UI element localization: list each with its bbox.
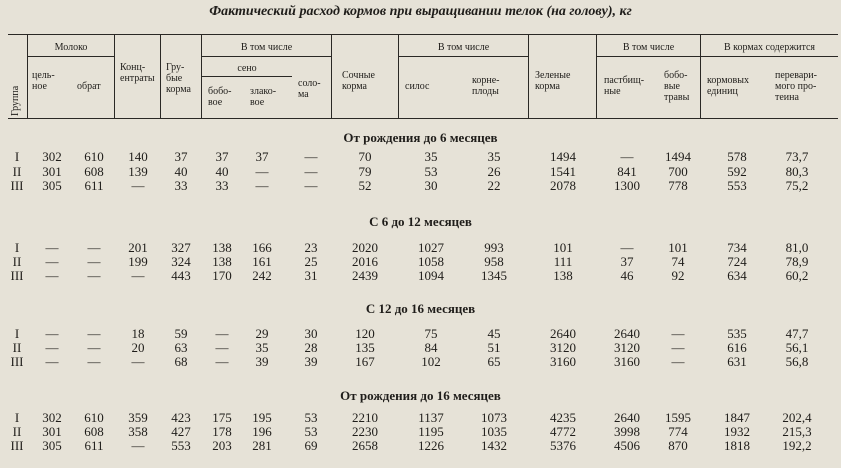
header-straw-2: ма <box>298 89 309 100</box>
cell-digestible-protein: 47,7 <box>785 326 809 341</box>
cell-feed-units: 734 <box>727 240 747 255</box>
cell-silage: 1195 <box>418 424 444 439</box>
cell-green: 4235 <box>550 410 576 425</box>
cell-milk-skim: 611 <box>84 178 104 193</box>
cell-milk-skim: — <box>87 254 101 269</box>
cell-milk-whole: — <box>45 354 59 369</box>
cell-straw: 28 <box>304 340 318 355</box>
cell-concentrates: — <box>131 438 145 453</box>
cell-group: III <box>10 354 24 369</box>
cell-digestible-protein: 202,4 <box>782 410 812 425</box>
cell-feed-units: 1847 <box>724 410 750 425</box>
cell-digestible-protein: 60,2 <box>785 268 809 283</box>
cell-feed-units: 578 <box>727 149 747 164</box>
cell-hay-grass: 242 <box>252 268 272 283</box>
cell-digestible-protein: 80,3 <box>785 164 809 179</box>
cell-concentrates: 201 <box>128 240 148 255</box>
cell-legume-grass: 774 <box>668 424 688 439</box>
cell-straw: 25 <box>304 254 318 269</box>
header-pasture-2: ные <box>604 86 621 97</box>
header-whole-1: цель- <box>32 70 55 81</box>
cell-roots: 35 <box>487 149 501 164</box>
cell-legume-grass: 700 <box>668 164 688 179</box>
cell-silage: 30 <box>424 178 438 193</box>
cell-succulent: 79 <box>358 164 372 179</box>
header-protein-2: мого про- <box>775 81 817 92</box>
cell-succulent: 52 <box>358 178 372 193</box>
cell-concentrates: 18 <box>131 326 145 341</box>
cell-pasture: 4506 <box>614 438 640 453</box>
cell-green: 2640 <box>550 326 576 341</box>
header-whole-2: ное <box>32 81 47 92</box>
cell-silage: 53 <box>424 164 438 179</box>
header-silage: силос <box>405 81 430 92</box>
header-feed-units-2: единиц <box>707 86 738 97</box>
cell-concentrates: — <box>131 178 145 193</box>
cell-group: II <box>12 164 22 179</box>
cell-straw: — <box>304 178 318 193</box>
cell-pasture: 2640 <box>614 326 640 341</box>
cell-pasture: 3160 <box>614 354 640 369</box>
cell-group: II <box>12 340 22 355</box>
cell-group: III <box>10 178 24 193</box>
cell-roughage: 40 <box>174 164 188 179</box>
cell-pasture: 841 <box>617 164 637 179</box>
cell-legume-grass: 74 <box>671 254 685 269</box>
cell-roots: 1345 <box>481 268 507 283</box>
cell-green: 3160 <box>550 354 576 369</box>
cell-milk-whole: 302 <box>42 410 62 425</box>
cell-pasture: 3120 <box>614 340 640 355</box>
cell-milk-whole: 305 <box>42 178 62 193</box>
cell-hay-legume: 178 <box>212 424 232 439</box>
cell-group: III <box>10 268 24 283</box>
cell-roots: 45 <box>487 326 501 341</box>
cell-straw: 39 <box>304 354 318 369</box>
header-green-1: Зеленые <box>535 70 571 81</box>
cell-straw: 53 <box>304 410 318 425</box>
cell-hay-grass: 161 <box>252 254 272 269</box>
section-title: От рождения до 16 месяцев <box>340 388 501 403</box>
cell-straw: — <box>304 149 318 164</box>
cell-silage: 1094 <box>418 268 444 283</box>
cell-hay-legume: — <box>215 326 229 341</box>
cell-roots: 22 <box>487 178 501 193</box>
cell-milk-skim: 611 <box>84 438 104 453</box>
cell-legume-grass: — <box>671 326 685 341</box>
cell-pasture: — <box>620 149 634 164</box>
cell-legume-grass: 778 <box>668 178 688 193</box>
cell-silage: 102 <box>421 354 441 369</box>
header-feed-units-1: кормовых <box>707 75 749 86</box>
cell-succulent: 2230 <box>352 424 378 439</box>
cell-digestible-protein: 192,2 <box>782 438 812 453</box>
cell-green: 3120 <box>550 340 576 355</box>
cell-hay-legume: — <box>215 354 229 369</box>
cell-roots: 51 <box>487 340 501 355</box>
cell-milk-whole: — <box>45 340 59 355</box>
header-hay: сено <box>237 63 257 74</box>
cell-hay-grass: 35 <box>255 340 269 355</box>
cell-hay-legume: 37 <box>215 149 229 164</box>
cell-feed-units: 631 <box>727 354 747 369</box>
cell-roots: 1432 <box>481 438 507 453</box>
cell-group: II <box>12 254 22 269</box>
cell-feed-units: 535 <box>727 326 747 341</box>
cell-digestible-protein: 73,7 <box>785 149 809 164</box>
cell-legume-grass: — <box>671 354 685 369</box>
cell-milk-whole: 302 <box>42 149 62 164</box>
header-roots-1: корне- <box>472 75 500 86</box>
header-protein-1: перевари- <box>775 70 817 81</box>
cell-legume-grass: 92 <box>671 268 685 283</box>
cell-roots: 993 <box>484 240 504 255</box>
cell-legume-grass: 870 <box>668 438 688 453</box>
cell-silage: 1058 <box>418 254 444 269</box>
cell-roughage: 553 <box>171 438 191 453</box>
cell-feed-units: 553 <box>727 178 747 193</box>
cell-milk-skim: 608 <box>84 424 104 439</box>
cell-group: II <box>12 424 22 439</box>
cell-succulent: 70 <box>358 149 372 164</box>
column-divider <box>160 35 161 118</box>
cell-succulent: 2658 <box>352 438 378 453</box>
cell-concentrates: 199 <box>128 254 148 269</box>
header-legume-grass-2: вые <box>664 81 680 92</box>
cell-milk-whole: 305 <box>42 438 62 453</box>
cell-digestible-protein: 78,9 <box>785 254 809 269</box>
header-feed-contains: В кормах содержится <box>723 42 816 53</box>
cell-concentrates: 20 <box>131 340 145 355</box>
cell-concentrates: — <box>131 354 145 369</box>
header-protein-3: теина <box>775 92 799 103</box>
header-milk: Молоко <box>54 42 88 53</box>
section-title: С 12 до 16 месяцев <box>365 301 476 316</box>
cell-hay-grass: 37 <box>255 149 269 164</box>
cell-succulent: 167 <box>355 354 375 369</box>
cell-succulent: 135 <box>355 340 375 355</box>
cell-green: 1541 <box>550 164 576 179</box>
cell-roughage: 33 <box>174 178 188 193</box>
milk-span-rule <box>28 56 114 57</box>
cell-silage: 1027 <box>418 240 444 255</box>
cell-hay-legume: 175 <box>212 410 232 425</box>
cell-concentrates: 139 <box>128 164 148 179</box>
column-divider <box>331 35 332 118</box>
cell-silage: 84 <box>424 340 438 355</box>
cell-group: I <box>14 149 20 164</box>
header-legume-hay-2: вое <box>208 97 223 108</box>
cell-milk-whole: 301 <box>42 424 62 439</box>
cell-straw: 69 <box>304 438 318 453</box>
header-incl3: В том числе <box>622 42 675 53</box>
cell-milk-skim: — <box>87 268 101 283</box>
cell-legume-grass: — <box>671 340 685 355</box>
cell-group: I <box>14 240 20 255</box>
cell-pasture: 2640 <box>614 410 640 425</box>
header-skim: обрат <box>77 81 101 92</box>
cell-milk-skim: — <box>87 240 101 255</box>
cell-green: 138 <box>553 268 573 283</box>
cell-milk-whole: 301 <box>42 164 62 179</box>
cell-hay-legume: 170 <box>212 268 232 283</box>
cell-group: I <box>14 410 20 425</box>
cell-hay-legume: 138 <box>212 240 232 255</box>
cell-concentrates: 140 <box>128 149 148 164</box>
header-top-rule <box>8 34 838 35</box>
cell-feed-units: 616 <box>727 340 747 355</box>
cell-group: I <box>14 326 20 341</box>
cell-succulent: 2439 <box>352 268 378 283</box>
column-divider <box>528 35 529 118</box>
header-green-2: корма <box>535 81 560 92</box>
cell-group: III <box>10 438 24 453</box>
cell-hay-legume: 40 <box>215 164 229 179</box>
cell-roughage: 59 <box>174 326 188 341</box>
header-legume-hay-1: бобо- <box>208 86 232 97</box>
cell-hay-grass: — <box>255 178 269 193</box>
header-incl1: В том числе <box>240 42 293 53</box>
cell-roots: 1073 <box>481 410 507 425</box>
cell-green: 4772 <box>550 424 576 439</box>
cell-green: 5376 <box>550 438 576 453</box>
cell-roots: 26 <box>487 164 501 179</box>
cell-legume-grass: 1494 <box>665 149 691 164</box>
cell-hay-legume: 203 <box>212 438 232 453</box>
cell-roots: 65 <box>487 354 501 369</box>
cell-hay-grass: — <box>255 164 269 179</box>
cell-milk-skim: 610 <box>84 410 104 425</box>
cell-digestible-protein: 81,0 <box>785 240 809 255</box>
header-incl2: В том числе <box>437 42 490 53</box>
cell-silage: 1226 <box>418 438 444 453</box>
cell-pasture: 1300 <box>614 178 640 193</box>
cell-roughage: 324 <box>171 254 191 269</box>
cell-concentrates: 358 <box>128 424 148 439</box>
cell-legume-grass: 1595 <box>665 410 691 425</box>
header-grass-hay-2: вое <box>250 97 265 108</box>
cell-hay-legume: 33 <box>215 178 229 193</box>
cell-roughage: 68 <box>174 354 188 369</box>
cell-hay-grass: 281 <box>252 438 272 453</box>
table-title: Фактический расход кормов при выращивании телок (на голову), кг <box>209 4 632 19</box>
cell-milk-skim: 610 <box>84 149 104 164</box>
cell-roughage: 37 <box>174 149 188 164</box>
cell-silage: 75 <box>424 326 438 341</box>
cell-concentrates: 359 <box>128 410 148 425</box>
cell-feed-units: 1818 <box>724 438 750 453</box>
cell-straw: 23 <box>304 240 318 255</box>
cell-milk-whole: — <box>45 268 59 283</box>
cell-silage: 35 <box>424 149 438 164</box>
cell-milk-whole: — <box>45 254 59 269</box>
cell-feed-units: 1932 <box>724 424 750 439</box>
cell-hay-legume: — <box>215 340 229 355</box>
cell-roughage: 423 <box>171 410 191 425</box>
header-grass-hay-1: злако- <box>250 86 277 97</box>
cell-milk-whole: — <box>45 326 59 341</box>
cell-roughage: 327 <box>171 240 191 255</box>
header-roughage-3: корма <box>166 84 191 95</box>
header-legume-grass-1: бобо- <box>664 70 688 81</box>
cell-silage: 1137 <box>418 410 444 425</box>
header-bottom-rule <box>8 118 838 119</box>
cell-milk-skim: — <box>87 340 101 355</box>
cell-roots: 958 <box>484 254 504 269</box>
header-legume-grass-3: травы <box>664 92 690 103</box>
cell-legume-grass: 101 <box>668 240 688 255</box>
cell-hay-grass: 39 <box>255 354 269 369</box>
header-succulent-1: Сочные <box>342 70 375 81</box>
header-roughage-1: Гру- <box>166 62 185 73</box>
cell-digestible-protein: 75,2 <box>785 178 809 193</box>
cell-succulent: 120 <box>355 326 375 341</box>
cell-digestible-protein: 56,1 <box>785 340 809 355</box>
incl1-span-rule <box>202 56 331 57</box>
incl3-span-rule <box>597 56 700 57</box>
hay-span-rule <box>202 76 292 77</box>
cell-digestible-protein: 215,3 <box>782 424 812 439</box>
cell-green: 111 <box>553 254 573 269</box>
cell-succulent: 2016 <box>352 254 378 269</box>
cell-straw: 31 <box>304 268 318 283</box>
cell-pasture: 46 <box>620 268 634 283</box>
cell-straw: — <box>304 164 318 179</box>
section-title: С 6 до 12 месяцев <box>369 214 472 229</box>
cell-succulent: 2210 <box>352 410 378 425</box>
cell-hay-grass: 196 <box>252 424 272 439</box>
cell-hay-grass: 195 <box>252 410 272 425</box>
cell-hay-grass: 29 <box>255 326 269 341</box>
cell-pasture: 37 <box>620 254 634 269</box>
cell-roots: 1035 <box>481 424 507 439</box>
header-roots-2: плоды <box>472 86 499 97</box>
cell-green: 101 <box>553 240 573 255</box>
cell-pasture: — <box>620 240 634 255</box>
cell-roughage: 443 <box>171 268 191 283</box>
cell-succulent: 2020 <box>352 240 378 255</box>
header-roughage-2: бые <box>166 73 183 84</box>
cell-milk-skim: — <box>87 326 101 341</box>
header-concentrates-2: ентраты <box>120 73 155 84</box>
cell-green: 1494 <box>550 149 576 164</box>
cell-digestible-protein: 56,8 <box>785 354 809 369</box>
column-divider <box>114 35 115 118</box>
cell-straw: 53 <box>304 424 318 439</box>
cell-milk-whole: — <box>45 240 59 255</box>
cell-hay-grass: 166 <box>252 240 272 255</box>
cell-straw: 30 <box>304 326 318 341</box>
header-group: Группа <box>10 85 21 116</box>
cell-roughage: 427 <box>171 424 191 439</box>
cell-feed-units: 634 <box>727 268 747 283</box>
header-straw-1: соло- <box>298 78 321 89</box>
cell-milk-skim: — <box>87 354 101 369</box>
cell-roughage: 63 <box>174 340 188 355</box>
cell-feed-units: 724 <box>727 254 747 269</box>
section-title: От рождения до 6 месяцев <box>343 130 498 145</box>
header-succulent-2: корма <box>342 81 367 92</box>
cell-pasture: 3998 <box>614 424 640 439</box>
incl2-span-rule <box>399 56 528 57</box>
cell-milk-skim: 608 <box>84 164 104 179</box>
feed-contains-span-rule <box>701 56 838 57</box>
cell-concentrates: — <box>131 268 145 283</box>
cell-green: 2078 <box>550 178 576 193</box>
cell-feed-units: 592 <box>727 164 747 179</box>
header-concentrates-1: Конц- <box>120 62 146 73</box>
cell-hay-legume: 138 <box>212 254 232 269</box>
header-pasture-1: пастбищ- <box>604 75 645 86</box>
